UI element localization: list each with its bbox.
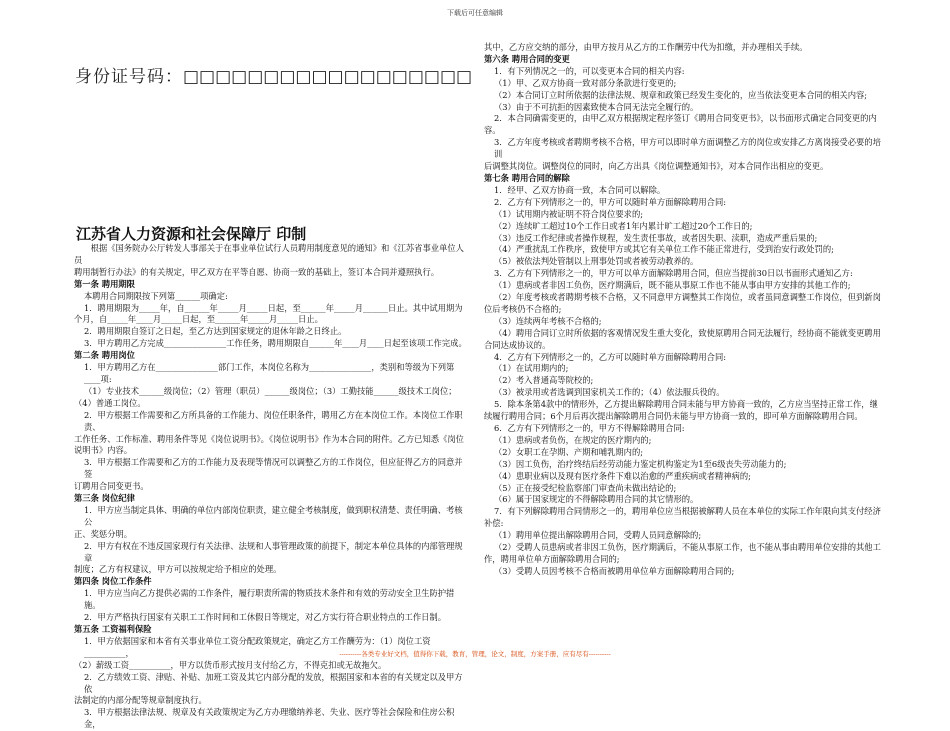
contract-text-line: 5．除本条第4款中的情形外，乙方提出解除聘用合同未能与甲方协商一致的，乙方应当坚持正常工作，继 bbox=[493, 399, 878, 410]
article-heading: 第六条 聘用合同的变更 bbox=[484, 53, 570, 64]
contract-text-line: 容。 bbox=[484, 125, 501, 136]
contract-text-line: 1．甲方依据国家和本省有关事业单位工资分配政策规定，确定乙方工作酬劳为：（1）岗位工资__________， bbox=[83, 635, 431, 658]
contract-text-line: 法制定的内部分配等规章制度执行。 bbox=[74, 695, 207, 706]
page-header-note: 下载后可任意编辑 bbox=[447, 9, 503, 17]
contract-text-line: （3）由于不可抗拒的因素致使本合同无法完全履行的。 bbox=[493, 101, 699, 112]
contract-text-line: （6）属于国家规定的不得解除聘用合同的其它情形的。 bbox=[493, 494, 699, 505]
contract-text-line: 3．乙方年度考核或者聘期考核不合格，甲方可以即时单方面调整乙方的岗位或安排乙方离岗接受必要的培训 bbox=[493, 137, 881, 160]
contract-text-line: 3．甲方根据法律法规、规章及有关政策规定为乙方办理缴纳养老、失业、医疗等社会保险和住房公积金， bbox=[83, 707, 455, 730]
contract-text-line: （3）违反工作纪律或者操作规程，发生责任事故，或者因失职、渎职，造成严重后果的; bbox=[493, 232, 818, 243]
contract-text-line: 2．甲方严格执行国家有关职工工作时间和工休假日等规定，对乙方实行符合职业特点的工作日制。 bbox=[83, 612, 447, 623]
contract-text-line: 个月，自_____年____月_____日起，至______年_____月_____日止。 bbox=[74, 314, 323, 325]
id-number-line bbox=[75, 62, 472, 87]
contract-text-line: 订聘用合同变更书。 bbox=[74, 481, 149, 492]
contract-text-line: （2）薪级工资__________，甲方以货币形式按月支付给乙方，不得克扣或无故拖欠。 bbox=[74, 659, 387, 670]
contract-text-line: （2）年度考核或者聘期考核不合格，又不同意甲方调整其工作岗位，或者虽同意调整工作岗位，但到新岗 bbox=[493, 292, 881, 303]
contract-text-line: 3．甲方根据工作需要和乙方的工作能力及表现等情况可以调整乙方的工作岗位，但应征得乙方的同意并签 bbox=[83, 457, 463, 480]
contract-text-line: 其中，乙方应交纳的部分，由甲方按月从乙方的工作酬劳中代为扣缴，并办理相关手续。 bbox=[484, 42, 808, 52]
contract-text-line: （2）连续旷工超过10个工作日或者1年内累计旷工超过20个工作日的; bbox=[493, 220, 753, 231]
contract-text-line: 本聘用合同期限按下列第______项确定: bbox=[83, 290, 228, 301]
article-heading: 第五条 工资福利保险 bbox=[74, 624, 152, 634]
contract-text-line: 1．甲方应当向乙方提供必需的工作条件，履行职责所需的物质技术条件和有效的劳动安全卫生防护措施。 bbox=[83, 588, 455, 611]
id-number-label: 身份证号码： bbox=[75, 67, 183, 87]
contract-text-line: （4）普通工岗位。 bbox=[74, 397, 146, 408]
contract-text-line: （1）甲、乙双方协商一致对部分条款进行变更的; bbox=[493, 77, 677, 88]
id-number-boxes: □□□□□□□□□□□□□□□□□□ bbox=[183, 67, 473, 87]
contract-text-line: 3．乙方有下列情形之一的，甲方可以单方面解除聘用合同，但应当提前30日以书面形式通知乙方: bbox=[493, 268, 853, 279]
contract-text-line: 2．甲方有权在不违反国家现行有关法律、法规和人事管理政策的前提下，制定本单位具体的内部管理规章 bbox=[83, 540, 463, 563]
contract-text-line: （1）聘用单位提出解除聘用合同，受聘人员同意解除的; bbox=[493, 530, 702, 541]
article-heading: 第四条 岗位工作条件 bbox=[74, 576, 152, 587]
contract-text-line: （1）患病或者负伤，在规定的医疗期内的; bbox=[493, 434, 652, 445]
contract-text-line: （5）被依法判处管制以上刑事处罚或者被劳动教养的。 bbox=[493, 256, 699, 267]
contract-text-line: （1）专业技术______级岗位；（2）管理（职员）______级岗位；（3）工勤技能______级技术工岗位； bbox=[83, 385, 457, 396]
contract-text-line: （2）受聘人员患病或者非因工负伤，医疗期满后，不能从事原工作，也不能从事由聘用单位安排的其他工 bbox=[493, 542, 881, 553]
contract-text-line: （3）被录用或者选调到国家机关工作的；（4）依法服兵役的。 bbox=[493, 387, 725, 398]
contract-text-line: （1）患病或者非因工负伤，医疗期满后，既不能从事原工作也不能从事由甲方安排的其他工作的; bbox=[493, 280, 851, 291]
contract-text-line: （2）考入普通高等院校的; bbox=[493, 375, 594, 386]
contract-text-line: 作，聘用单位单方面解除聘用合同的; bbox=[484, 553, 620, 564]
contract-text-line: 3．甲方聘用乙方完成_______________工作任务，聘用期限自______年____月____日起至该项工作完成。 bbox=[83, 338, 467, 349]
contract-text-line: （1）在试用期内的; bbox=[493, 363, 569, 374]
contract-text-line: （3）连续两年考核不合格的; bbox=[493, 315, 602, 326]
contract-text-line: 7．有下列解除聘用合同情形之一的，聘用单位应当根据被解聘人员在本单位的实际工作年限向其支付经济 bbox=[493, 506, 881, 517]
contract-text-line: 1．经甲、乙双方协商一致，本合同可以解除。 bbox=[493, 184, 666, 195]
contract-text-line: （3）因工负伤，治疗终结后经劳动能力鉴定机构鉴定为1至6级丧失劳动能力的; bbox=[493, 458, 787, 469]
contract-text-line: 4．乙方有下列情形之一的，乙方可以随时单方面解除聘用合同: bbox=[493, 351, 727, 362]
contract-text-line: （3）受聘人员因考核不合格而被聘用单位单方面解除聘用合同的; bbox=[493, 565, 735, 576]
article-heading: 第七条 聘用合同的解除 bbox=[484, 172, 570, 183]
contract-text-line: 1．有下列情况之一的，可以变更本合同的相关内容: bbox=[493, 65, 685, 76]
contract-text-line: 1．甲方聘用乙方在_______________部门工作，本岗位名称为_______________，类别和等级为下列第____项: bbox=[83, 362, 455, 384]
contract-text-line: （4）严重扰乱工作秩序，致使甲方或其它有关单位工作不能正常进行，受到治安行政处罚的; bbox=[493, 244, 834, 255]
contract-text-line: 聘用制暂行办法》的有关规定，甲乙双方在平等自愿、协商一致的基础上，签订本合同并遵照执行。 bbox=[74, 266, 440, 277]
contract-text-line: 2．甲方根据工作需要和乙方所具备的工作能力、岗位任职条件，聘用乙方在本岗位工作。本岗位工作职责、 bbox=[83, 409, 463, 432]
contract-text-line: 补偿: bbox=[484, 518, 504, 529]
footer-banner bbox=[0, 649, 950, 658]
contract-text-line: 续履行聘用合同；6个月后再次提出解除聘用合同仍未能与甲方协商一致的，即可单方面解除聘用合同。 bbox=[484, 411, 863, 422]
contract-text-line: （2）女职工在孕期、产期和哺乳期内的; bbox=[493, 446, 644, 457]
contract-text-line: 后调整其岗位。调整岗位的同时，向乙方出具《岗位调整通知书》，对本合同作出相应的变更。 bbox=[484, 161, 829, 172]
contract-text-line: 2．本合同确需变更的，由甲乙双方根据规定程序签订《聘用合同变更书》，以书面形式确定合同变更的内 bbox=[493, 113, 877, 124]
contract-text-line: 2．乙方绩效工资、津贴、补贴、加班工资及其它内部分配的发放，根据国家和本省的有关规定以及甲方依 bbox=[83, 671, 463, 694]
contract-text-line: （1）试用期内被证明不符合岗位要求的; bbox=[493, 208, 644, 219]
article-heading: 第二条 聘用岗位 bbox=[74, 350, 135, 361]
contract-text-line: 制度；乙方有权建议，甲方可以按规定给予相应的处理。 bbox=[74, 564, 282, 575]
contract-text-line: （5）正在接受纪检监察部门审查尚未做出结论的; bbox=[493, 482, 677, 493]
issuer-title: 江苏省人力资源和社会保障厅 印制 bbox=[76, 225, 307, 243]
article-heading: 第一条 聘用期限 bbox=[74, 278, 135, 289]
contract-text-line: 1．聘用期限为_____年，自______年_____月_____日起，至______年_____月______日止。其中试用期为 bbox=[83, 302, 463, 313]
contract-text-line: （4）患职业病以及现有医疗条件下难以治愈的严重疾病或者精神病的; bbox=[493, 470, 751, 481]
contract-text-line: 6．乙方有下列情形之一的，甲方不得解除聘用合同: bbox=[493, 423, 685, 433]
contract-text-line: 根据《国务院办公厅转发人事部关于在事业单位试行人员聘用制度意见的通知》和《江苏省事业单位人员 bbox=[74, 243, 464, 265]
contract-text-line: 合同达成协议的。 bbox=[484, 339, 551, 350]
contract-text-line: 1．甲方应当制定具体、明确的单位内部岗位职责，建立健全考核制度，做到职权清楚、责任明确、考核公 bbox=[83, 504, 463, 527]
right-column bbox=[484, 42, 884, 578]
contract-text-line: 位后考核仍不合格的; bbox=[484, 303, 562, 314]
contract-text-line: 说明书》内容。 bbox=[74, 445, 133, 456]
contract-text-line: 2．聘用期限自签订之日起，至乙方达到国家规定的退休年龄之日终止。 bbox=[83, 326, 347, 337]
contract-text-line: 正、奖惩分明。 bbox=[74, 528, 133, 539]
article-heading: 第三条 岗位纪律 bbox=[74, 493, 135, 504]
contract-text-line: （2）本合同订立时所依据的法律法规、规章和政策已经发生变化的，应当依法变更本合同的相关内容; bbox=[493, 89, 868, 100]
contract-text-line: 2．乙方有下列情形之一的，甲方可以随时单方面解除聘用合同: bbox=[493, 196, 727, 207]
contract-text-line: 工作任务、工作标准、聘用条件等见《岗位说明书》。《岗位说明书》作为本合同的附件。乙方已知悉《岗位 bbox=[74, 433, 464, 444]
footer-text: ----------各类专业好文档，值得你下载，教育，管理，论文，制度，方案手册，应有尽有---------- bbox=[339, 650, 611, 658]
contract-text-line: （4）聘用合同订立时所依据的客观情况发生重大变化，致使原聘用合同无法履行，经协商不能就变更聘用 bbox=[493, 327, 881, 338]
